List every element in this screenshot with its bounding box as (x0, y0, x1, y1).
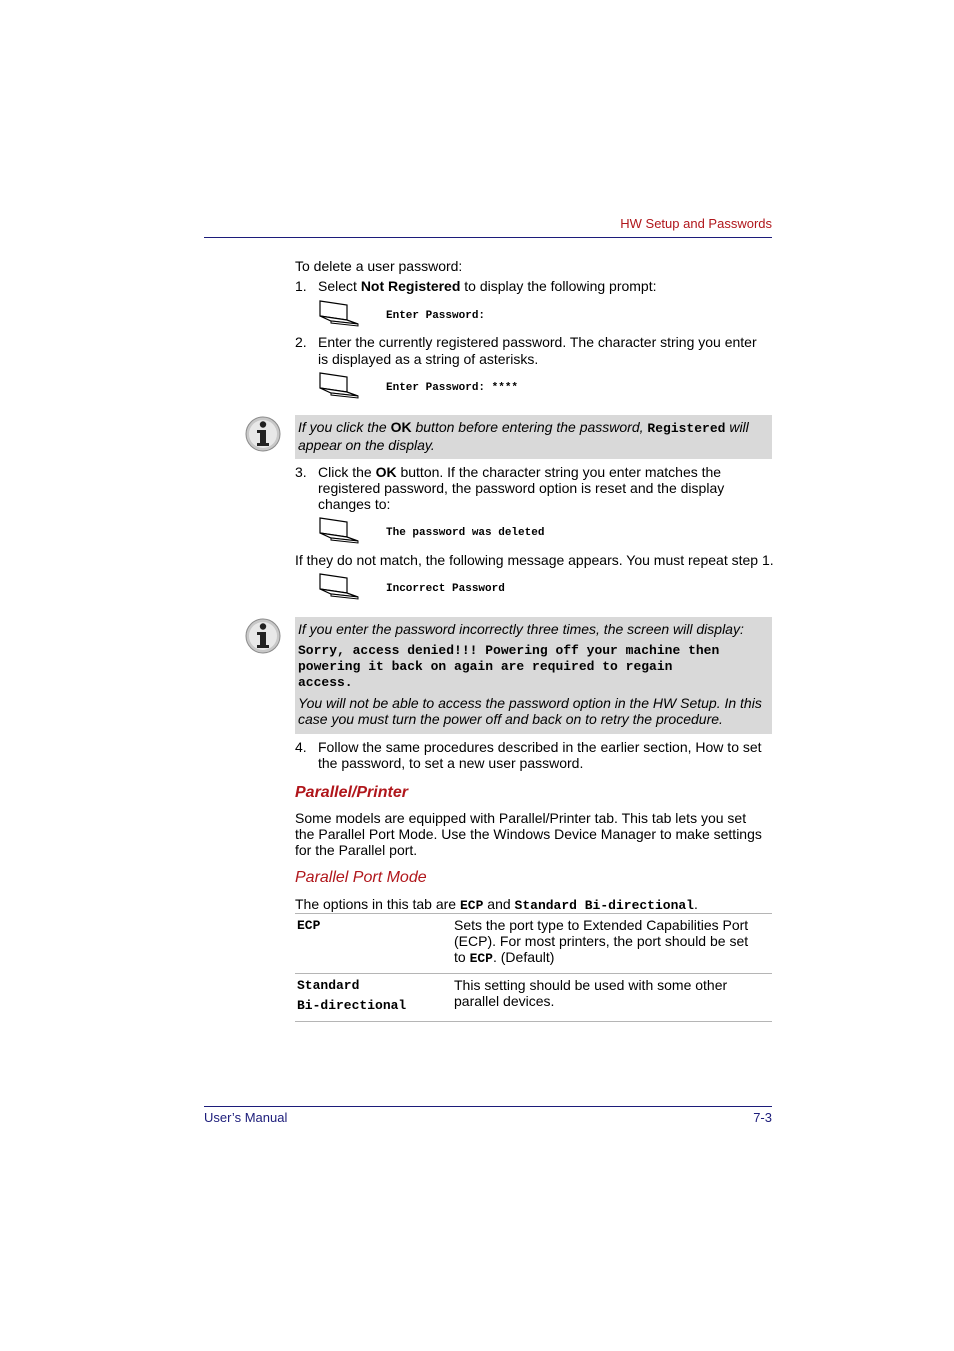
note-2-code-1: Sorry, access denied!!! Powering off your machine then (298, 643, 720, 658)
step-4-line-1: Follow the same procedures described in the earlier section, How to set (318, 739, 762, 755)
page-number: 7-3 (753, 1110, 772, 1125)
note-box (295, 415, 772, 459)
note-2-code-2: powering it back on again are required to regain (298, 659, 673, 674)
step-3-line-3: changes to: (318, 496, 391, 512)
step-number: 4. (295, 739, 307, 755)
laptop-icon (317, 300, 361, 328)
table-desc-ecp-2: (ECP). For most printers, the port should be set (454, 933, 749, 949)
header-rule (204, 237, 772, 238)
subsection-heading: Parallel Port Mode (295, 869, 427, 886)
step-3-line-2: registered password, the password option is reset and the display (318, 480, 725, 496)
step-number: 3. (295, 464, 307, 480)
step-2-line-2: is displayed as a string of asterisks. (318, 351, 539, 367)
section-line-1: Some models are equipped with Parallel/Printer tab. This tab lets you set (295, 810, 747, 826)
prompt-incorrect-password: Incorrect Password (386, 583, 505, 595)
section-line-2: the Parallel Port Mode. Use the Windows Device Manager to make settings (295, 826, 762, 842)
footer-title: User’s Manual (204, 1110, 288, 1125)
info-icon (244, 617, 282, 655)
step-2-line-1: Enter the currently registered password. The character string you enter (318, 334, 757, 350)
table-rule (295, 1021, 772, 1022)
step-number: 1. (295, 278, 307, 294)
table-key-ecp: ECP (297, 918, 321, 933)
note-1-line-2: appear on the display. (298, 437, 435, 453)
laptop-icon (317, 372, 361, 400)
prompt-password-deleted: The password was deleted (386, 527, 545, 539)
laptop-icon (317, 517, 361, 545)
table-desc-ecp-3: to ECP. (Default) (454, 949, 555, 966)
note-2-line-2: You will not be able to access the password option in the HW Setup. In this (298, 695, 762, 711)
table-desc-ecp-1: Sets the port type to Extended Capabilities Port (454, 917, 749, 933)
running-header: HW Setup and Passwords (620, 216, 772, 231)
note-1-line-1: If you click the OK button before entering the password, Registered will (298, 419, 749, 436)
step-3-line-1: Click the OK button. If the character string you enter matches the (318, 464, 722, 480)
section-heading: Parallel/Printer (295, 784, 408, 801)
table-rule (295, 973, 772, 974)
section-line-3: for the Parallel port. (295, 842, 418, 858)
prompt-enter-password: Enter Password: (386, 310, 486, 322)
table-desc-standard-1: This setting should be used with some other (454, 977, 728, 993)
step-4-line-2: the password, to set a new user password. (318, 755, 584, 771)
prompt-enter-password-asterisks: Enter Password: **** (386, 382, 519, 394)
footer-rule (204, 1106, 772, 1107)
note-box (295, 617, 772, 734)
laptop-icon (317, 573, 361, 601)
intro-text: To delete a user password: (295, 258, 463, 274)
table-key-standard: Standard (297, 978, 360, 993)
note-2-code-3: access. (298, 675, 353, 690)
table-rule (295, 913, 772, 914)
step-number: 2. (295, 334, 307, 350)
note-2-line-3: case you must turn the power off and back on to retry the procedure. (298, 711, 723, 727)
options-text: The options in this tab are ECP and Standard Bi-directional. (295, 896, 698, 913)
step-1-text: Select Not Registered to display the following prompt: (318, 278, 657, 294)
note-2-line-1: If you enter the password incorrectly three times, the screen will display: (298, 621, 744, 637)
table-desc-standard-2: parallel devices. (454, 993, 555, 1009)
mismatch-text: If they do not match, the following message appears. You must repeat step 1. (295, 552, 774, 568)
table-key-bidirectional: Bi-directional (297, 998, 407, 1013)
info-icon (244, 415, 282, 453)
